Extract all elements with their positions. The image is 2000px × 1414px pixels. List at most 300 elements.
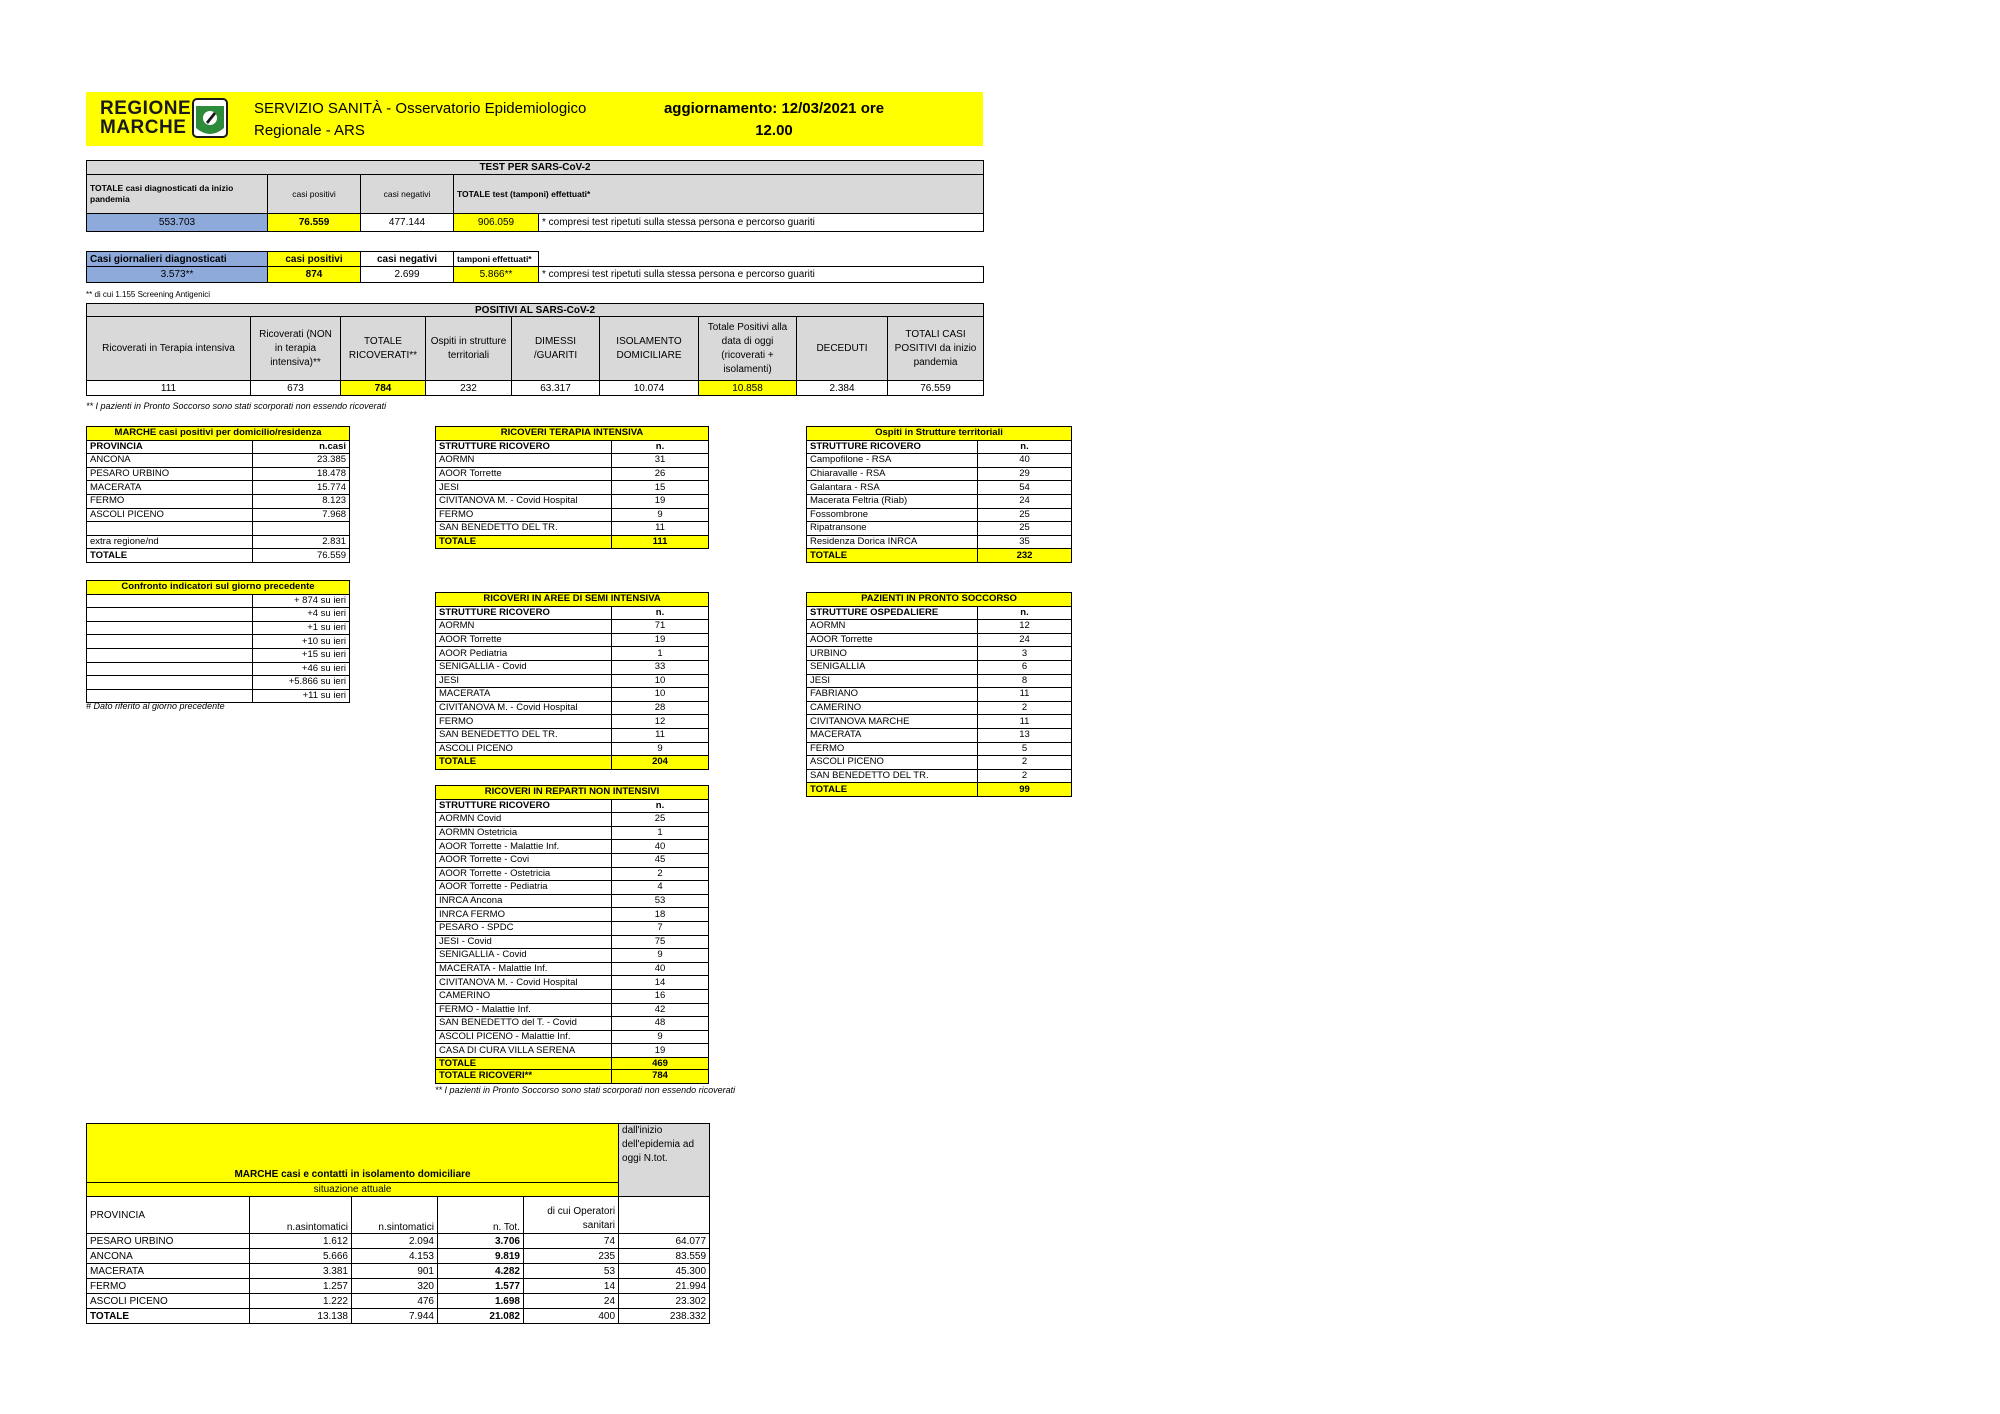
er-row-name: SENIGALLIA	[807, 660, 978, 674]
er-row	[807, 633, 1072, 647]
nonint-total-value: 469	[612, 1057, 709, 1071]
province-cases-row-value: 8.123	[253, 494, 350, 508]
nonint-row-name: AOOR Torrette - Malattie Inf.	[436, 840, 612, 854]
isolation-cumulative: 83.559	[619, 1249, 710, 1264]
nonint-row-value: 2	[612, 867, 709, 881]
positives-header-total: TOTALI CASI POSITIVI da inizio pandemia	[888, 317, 984, 381]
nonint-row-name: SENIGALLIA - Covid	[436, 949, 612, 963]
er-row-name: JESI	[807, 674, 978, 688]
comparison-row-name	[87, 662, 253, 676]
semi-total-label: TOTALE	[436, 756, 612, 770]
isolation-operators: 14	[524, 1279, 619, 1294]
territorial-row	[807, 535, 1072, 549]
nonint-row-value: 18	[612, 908, 709, 922]
territorial-row	[807, 454, 1072, 468]
territorial-row	[807, 508, 1072, 522]
comparison-row	[87, 635, 350, 649]
nonint-row-value: 9	[612, 1030, 709, 1044]
semi-header-n: n.	[612, 606, 709, 620]
er-row-value: 2	[978, 701, 1072, 715]
territorial-row	[807, 494, 1072, 508]
nonint-row-name: AOOR Torrette - Pediatria	[436, 881, 612, 895]
nonint-row-name: AORMN Ostetricia	[436, 826, 612, 840]
province-cases-row	[87, 494, 350, 508]
nonint-row-value: 48	[612, 1017, 709, 1031]
isolation-row	[87, 1279, 710, 1294]
semi-row-name: AORMN	[436, 620, 612, 634]
service-title-line2: Regionale - ARS	[254, 122, 365, 139]
isolation-province: PESARO URBINO	[87, 1234, 250, 1249]
semi-row-name: FERMO	[436, 715, 612, 729]
province-cases-row-value: 23.385	[253, 454, 350, 468]
nonint-row-name: ASCOLI PICENO - Malattie Inf.	[436, 1030, 612, 1044]
territorial-title: Ospiti in Strutture territoriali	[807, 427, 1072, 441]
tests-header-negative: casi negativi	[361, 175, 454, 214]
nonint-row-name: FERMO - Malattie Inf.	[436, 1003, 612, 1017]
territorial-header-structure: STRUTTURE RICOVERO	[807, 440, 978, 454]
isolation-cumulative: 21.994	[619, 1279, 710, 1294]
icu-title: RICOVERI TERAPIA INTENSIVA	[436, 427, 709, 441]
nonint-row-value: 1	[612, 826, 709, 840]
comparison-row-value: +4 su ieri	[253, 608, 350, 622]
er-row-name: FERMO	[807, 742, 978, 756]
er-row	[807, 674, 1072, 688]
isolation-asym: 3.381	[250, 1264, 352, 1279]
isolation-subtitle: situazione attuale	[87, 1183, 619, 1197]
nonint-row-name: SAN BENEDETTO del T. - Covid	[436, 1017, 612, 1031]
semi-row-value: 33	[612, 660, 709, 674]
icu-row-value: 11	[612, 522, 709, 536]
update-line2: 12.00	[755, 122, 793, 139]
isolation-header-province: PROVINCIA	[87, 1197, 250, 1234]
nonint-row	[436, 881, 709, 895]
er-row	[807, 728, 1072, 742]
comparison-row-value: +1 su ieri	[253, 621, 350, 635]
comparison-footnote: # Dato riferito al giorno precedente	[86, 701, 225, 711]
icu-total-value: 111	[612, 535, 709, 549]
nonint-row-value: 40	[612, 962, 709, 976]
icu-header-structure: STRUTTURE RICOVERO	[436, 440, 612, 454]
isolation-sym: 2.094	[352, 1234, 438, 1249]
positives-header-non-icu: Ricoverati (NON in terapia intensiva)**	[251, 317, 341, 381]
daily-header-positive: casi positivi	[268, 252, 361, 267]
isolation-province: ASCOLI PICENO	[87, 1294, 250, 1309]
nonint-row	[436, 1003, 709, 1017]
daily-negative-value: 2.699	[361, 267, 454, 283]
province-header: PROVINCIA	[87, 440, 253, 454]
territorial-row-name: Campofilone - RSA	[807, 454, 978, 468]
er-row-name: CIVITANOVA MARCHE	[807, 715, 978, 729]
province-cases-row	[87, 535, 350, 549]
semi-row-value: 19	[612, 633, 709, 647]
province-cases-row	[87, 467, 350, 481]
positives-footnote: ** I pazienti in Pronto Soccorso sono stati scorporati non essendo ricoverati	[86, 401, 387, 411]
total-ricoveri-value: 784	[612, 1070, 709, 1084]
semi-row-value: 28	[612, 701, 709, 715]
nonint-row-name: INRCA Ancona	[436, 894, 612, 908]
comparison-row-value: +11 su ieri	[253, 689, 350, 703]
daily-cases-value: 3.573**	[87, 267, 268, 283]
total-ricoveri-table	[435, 1069, 709, 1084]
er-row-value: 24	[978, 633, 1072, 647]
semi-header-structure: STRUTTURE RICOVERO	[436, 606, 612, 620]
province-cases-row	[87, 508, 350, 522]
semi-row-name: AOOR Torrette	[436, 633, 612, 647]
semi-row-value: 11	[612, 728, 709, 742]
territorial-header-n: n.	[978, 440, 1072, 454]
nonint-row	[436, 840, 709, 854]
er-row	[807, 688, 1072, 702]
comparison-row-value: +15 su ieri	[253, 648, 350, 662]
comparison-row	[87, 621, 350, 635]
isolation-asym: 1.257	[250, 1279, 352, 1294]
province-cases-total-label: TOTALE	[87, 549, 253, 563]
isolation-operators: 24	[524, 1294, 619, 1309]
nonint-row-value: 9	[612, 949, 709, 963]
isolation-province: MACERATA	[87, 1264, 250, 1279]
icu-header-n: n.	[612, 440, 709, 454]
er-header-n: n.	[978, 606, 1072, 620]
province-cases-row-value: 2.831	[253, 535, 350, 549]
er-row-value: 5	[978, 742, 1072, 756]
er-row	[807, 742, 1072, 756]
positives-header-icu: Ricoverati in Terapia intensiva	[87, 317, 251, 381]
territorial-row	[807, 522, 1072, 536]
semi-row-value: 12	[612, 715, 709, 729]
nonint-row-name: AOOR Torrette - Covi	[436, 853, 612, 867]
comparison-row	[87, 676, 350, 690]
semi-row	[436, 620, 709, 634]
er-row-value: 11	[978, 715, 1072, 729]
nonint-row-name: MACERATA - Malattie Inf.	[436, 962, 612, 976]
positives-current-value: 10.858	[699, 381, 797, 396]
semi-row	[436, 688, 709, 702]
icu-row-name: SAN BENEDETTO DEL TR.	[436, 522, 612, 536]
er-row	[807, 756, 1072, 770]
isolation-sym: 4.153	[352, 1249, 438, 1264]
nonint-row-value: 42	[612, 1003, 709, 1017]
isolation-header-asym: n.asintomatici	[250, 1197, 352, 1234]
territorial-row-value: 40	[978, 454, 1072, 468]
icu-row	[436, 508, 709, 522]
isolation-operators: 53	[524, 1264, 619, 1279]
province-cases-row-name: PESARO URBINO	[87, 467, 253, 481]
comparison-row-name	[87, 635, 253, 649]
semi-title: RICOVERI IN AREE DI SEMI INTENSIVA	[436, 593, 709, 607]
er-row	[807, 620, 1072, 634]
er-row-name: MACERATA	[807, 728, 978, 742]
nonint-row-value: 4	[612, 881, 709, 895]
semi-row	[436, 633, 709, 647]
nonint-row-value: 7	[612, 921, 709, 935]
nonint-row	[436, 1017, 709, 1031]
semi-row-name: JESI	[436, 674, 612, 688]
nonint-row	[436, 894, 709, 908]
icu-row-name: CIVITANOVA M. - Covid Hospital	[436, 494, 612, 508]
semi-row	[436, 647, 709, 661]
nonint-row-name: JESI - Covid	[436, 935, 612, 949]
comparison-row-value: + 874 su ieri	[253, 594, 350, 608]
nonint-row-value: 75	[612, 935, 709, 949]
nonint-row	[436, 813, 709, 827]
icu-row-name: AORMN	[436, 454, 612, 468]
isolation-operators: 235	[524, 1249, 619, 1264]
positives-header-current: Totale Positivi alla data di oggi (ricoverati + isolamenti)	[699, 317, 797, 381]
province-cases-row	[87, 522, 350, 536]
comparison-row-value: +46 su ieri	[253, 662, 350, 676]
daily-table	[86, 251, 984, 283]
icu-row	[436, 467, 709, 481]
territorial-row-value: 35	[978, 535, 1072, 549]
nonint-row-name: INRCA FERMO	[436, 908, 612, 922]
er-row-name: URBINO	[807, 647, 978, 661]
nonint-row	[436, 867, 709, 881]
tests-positive-value: 76.559	[268, 214, 361, 232]
daily-footnote: ** di cui 1.155 Screening Antigenici	[86, 290, 211, 299]
semi-row	[436, 715, 709, 729]
icu-row-name: FERMO	[436, 508, 612, 522]
isolation-row	[87, 1294, 710, 1309]
icu-row-value: 31	[612, 454, 709, 468]
comparison-row-value: +5.866 su ieri	[253, 676, 350, 690]
er-row	[807, 701, 1072, 715]
isolation-total: 9.819	[438, 1249, 524, 1264]
province-cases-row	[87, 454, 350, 468]
province-cases-table	[86, 426, 350, 563]
semi-row-value: 71	[612, 620, 709, 634]
er-total-value: 99	[978, 783, 1072, 797]
positives-header-territorial: Ospiti in strutture territoriali	[426, 317, 512, 381]
comparison-row-value: +10 su ieri	[253, 635, 350, 649]
nonint-total-label: TOTALE	[436, 1057, 612, 1071]
province-cases-row-name: ANCONA	[87, 454, 253, 468]
isolation-sym: 476	[352, 1294, 438, 1309]
cases-header: n.casi	[253, 440, 350, 454]
isolation-asym: 1.612	[250, 1234, 352, 1249]
territorial-table	[806, 426, 1072, 563]
province-cases-row-name: extra regione/nd	[87, 535, 253, 549]
service-title-line1: SERVIZIO SANITÀ - Osservatorio Epidemiologico	[254, 100, 587, 117]
isolation-row	[87, 1234, 710, 1249]
daily-header-cases: Casi giornalieri diagnosticati	[87, 252, 268, 267]
isolation-total: 21.082	[438, 1309, 524, 1324]
territorial-row	[807, 467, 1072, 481]
territorial-row	[807, 481, 1072, 495]
comparison-title: Confronto indicatori sul giorno precedente	[87, 581, 350, 595]
nonint-table	[435, 785, 709, 1071]
er-table	[806, 592, 1072, 797]
positives-header-recovered: DIMESSI /GUARITI	[512, 317, 600, 381]
icu-row-value: 9	[612, 508, 709, 522]
semi-row-value: 10	[612, 688, 709, 702]
positives-deceased-value: 2.384	[797, 381, 888, 396]
territorial-row-value: 54	[978, 481, 1072, 495]
territorial-total-value: 232	[978, 549, 1072, 563]
logo-line1: REGIONE	[100, 98, 192, 119]
icu-row-value: 26	[612, 467, 709, 481]
tests-header-total-cases: TOTALE casi diagnosticati da inizio pandemia	[87, 175, 268, 214]
semi-table	[435, 592, 709, 770]
comparison-row	[87, 648, 350, 662]
territorial-row-name: Chiaravalle - RSA	[807, 467, 978, 481]
logo-line2: MARCHE	[100, 117, 187, 138]
semi-row	[436, 742, 709, 756]
nonint-row	[436, 826, 709, 840]
nonint-row	[436, 1030, 709, 1044]
nonint-row-value: 19	[612, 1044, 709, 1058]
er-row	[807, 660, 1072, 674]
isolation-asym: 1.222	[250, 1294, 352, 1309]
nonint-row-name: CIVITANOVA M. - Covid Hospital	[436, 976, 612, 990]
tests-header-positive: casi positivi	[268, 175, 361, 214]
nonint-row	[436, 935, 709, 949]
semi-row-name: AOOR Pediatria	[436, 647, 612, 661]
nonint-row-name: AORMN Covid	[436, 813, 612, 827]
positives-header-total-hosp: TOTALE RICOVERATI**	[341, 317, 426, 381]
er-row-name: FABRIANO	[807, 688, 978, 702]
nonint-row	[436, 921, 709, 935]
tests-title: TEST PER SARS-CoV-2	[87, 161, 984, 175]
semi-row	[436, 701, 709, 715]
tests-negative-value: 477.144	[361, 214, 454, 232]
isolation-operators: 400	[524, 1309, 619, 1324]
er-row-value: 6	[978, 660, 1072, 674]
er-row-name: AORMN	[807, 620, 978, 634]
nonint-title: RICOVERI IN REPARTI NON INTENSIVI	[436, 786, 709, 800]
nonint-row	[436, 949, 709, 963]
nonint-row	[436, 1044, 709, 1058]
semi-row	[436, 728, 709, 742]
isolation-cumulative: 23.302	[619, 1294, 710, 1309]
nonint-row	[436, 962, 709, 976]
semi-row-name: MACERATA	[436, 688, 612, 702]
province-cases-row-value: 15.774	[253, 481, 350, 495]
er-row-value: 2	[978, 756, 1072, 770]
territorial-row-value: 25	[978, 508, 1072, 522]
nonint-row	[436, 853, 709, 867]
icu-row	[436, 494, 709, 508]
nonint-header-n: n.	[612, 799, 709, 813]
nonint-row	[436, 908, 709, 922]
er-total-label: TOTALE	[807, 783, 978, 797]
regione-marche-emblem-icon	[192, 98, 228, 138]
isolation-row	[87, 1264, 710, 1279]
positives-territorial-value: 232	[426, 381, 512, 396]
province-cases-row-name: FERMO	[87, 494, 253, 508]
comparison-row-name	[87, 648, 253, 662]
comparison-row-name	[87, 676, 253, 690]
er-row-value: 11	[978, 688, 1072, 702]
nonint-row-value: 53	[612, 894, 709, 908]
isolation-header-total: n. Tot.	[438, 1197, 524, 1234]
semi-row-value: 1	[612, 647, 709, 661]
isolation-header-operators: di cui Operatori sanitari	[524, 1197, 619, 1234]
icu-row-name: JESI	[436, 481, 612, 495]
province-cases-row	[87, 481, 350, 495]
territorial-row-name: Ripatransone	[807, 522, 978, 536]
icu-table	[435, 426, 709, 549]
tests-total-cases-value: 553.703	[87, 214, 268, 232]
update-line1: aggiornamento: 12/03/2021 ore	[663, 100, 885, 117]
service-title	[254, 98, 586, 142]
province-cases-row-value: 7.968	[253, 508, 350, 522]
comparison-row-name	[87, 621, 253, 635]
isolation-province: TOTALE	[87, 1309, 250, 1324]
isolation-table	[86, 1123, 710, 1324]
territorial-row-name: Macerata Feltria (Riab)	[807, 494, 978, 508]
isolation-operators: 74	[524, 1234, 619, 1249]
nonint-row-value: 14	[612, 976, 709, 990]
er-row	[807, 715, 1072, 729]
comparison-row-name	[87, 608, 253, 622]
territorial-row-name: Galantara - RSA	[807, 481, 978, 495]
update-info	[634, 98, 914, 142]
positives-title: POSITIVI AL SARS-CoV-2	[87, 304, 984, 317]
semi-row-value: 9	[612, 742, 709, 756]
territorial-row-value: 24	[978, 494, 1072, 508]
territorial-row-value: 25	[978, 522, 1072, 536]
comparison-row-name	[87, 594, 253, 608]
positives-table	[86, 303, 984, 396]
isolation-sym: 320	[352, 1279, 438, 1294]
semi-row	[436, 660, 709, 674]
province-cases-row-name	[87, 522, 253, 536]
er-row-value: 12	[978, 620, 1072, 634]
daily-header-tests: tamponi effettuati*	[454, 252, 539, 267]
isolation-total: 4.282	[438, 1264, 524, 1279]
total-ricoveri-label: TOTALE RICOVERI**	[436, 1070, 612, 1084]
semi-row	[436, 674, 709, 688]
nonint-row-value: 25	[612, 813, 709, 827]
province-cases-row-value	[253, 522, 350, 536]
isolation-province: FERMO	[87, 1279, 250, 1294]
territorial-row-name: Fossombrone	[807, 508, 978, 522]
isolation-cumulative: 64.077	[619, 1234, 710, 1249]
er-row-name: CAMERINO	[807, 701, 978, 715]
er-row-value: 3	[978, 647, 1072, 661]
positives-header-deceased: DECEDUTI	[797, 317, 888, 381]
province-cases-row-value: 18.478	[253, 467, 350, 481]
daily-tests-value: 5.866**	[454, 267, 539, 283]
province-cases-row-name: MACERATA	[87, 481, 253, 495]
daily-header-negative: casi negativi	[361, 252, 454, 267]
comparison-table	[86, 580, 350, 703]
er-row-name: ASCOLI PICENO	[807, 756, 978, 770]
semi-total-value: 204	[612, 756, 709, 770]
semi-row-value: 10	[612, 674, 709, 688]
territorial-total-label: TOTALE	[807, 549, 978, 563]
semi-row-name: ASCOLI PICENO	[436, 742, 612, 756]
total-ricoveri-footnote: ** I pazienti in Pronto Soccorso sono stati scorporati non essendo ricoverati	[435, 1085, 736, 1095]
positives-non-icu-value: 673	[251, 381, 341, 396]
logo-text	[100, 99, 191, 137]
isolation-cumulative: 238.332	[619, 1309, 710, 1324]
nonint-row-name: CASA DI CURA VILLA SERENA	[436, 1044, 612, 1058]
isolation-total: 1.577	[438, 1279, 524, 1294]
tests-note: * compresi test ripetuti sulla stessa persona e percorso guariti	[539, 214, 984, 232]
nonint-row	[436, 976, 709, 990]
isolation-asym: 5.666	[250, 1249, 352, 1264]
nonint-header-structure: STRUTTURE RICOVERO	[436, 799, 612, 813]
er-title: PAZIENTI IN PRONTO SOCCORSO	[807, 593, 1072, 607]
tests-total-tests-value: 906.059	[454, 214, 539, 232]
isolation-title: MARCHE casi e contatti in isolamento domiciliare	[87, 1124, 619, 1183]
er-row-value: 2	[978, 769, 1072, 783]
isolation-sym: 7.944	[352, 1309, 438, 1324]
isolation-sym: 901	[352, 1264, 438, 1279]
positives-total-hosp-value: 784	[341, 381, 426, 396]
isolation-header-sym: n.sintomatici	[352, 1197, 438, 1234]
